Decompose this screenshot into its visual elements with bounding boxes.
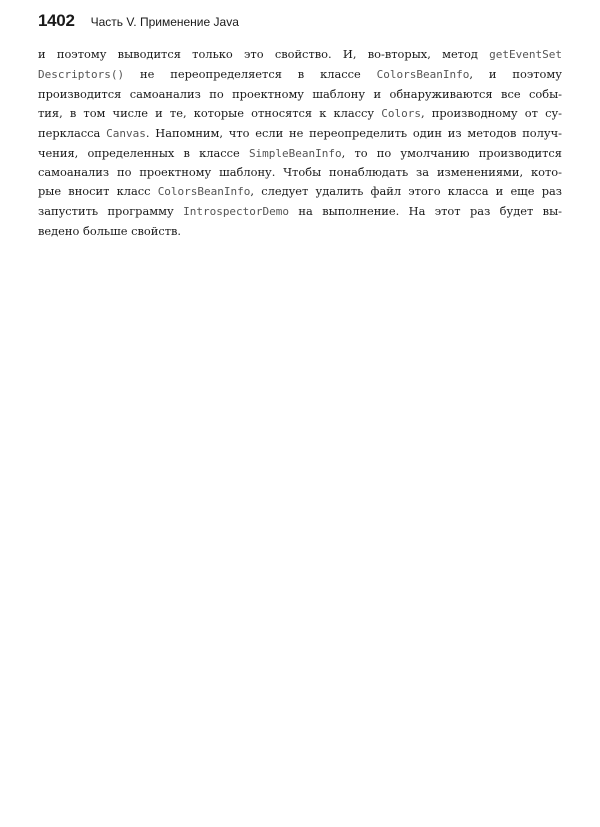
text-line <box>38 163 562 182</box>
text-run: , следует удалить файл этого класса и еще раз <box>250 184 562 199</box>
inline-code: ColorsBeanInfo <box>157 185 251 199</box>
text-line <box>38 144 562 164</box>
text-run: запустить программу <box>38 204 184 219</box>
inline-code: Descriptors() <box>38 67 125 81</box>
inline-code: SimpleBeanInfo <box>248 146 342 160</box>
inline-code: Canvas <box>106 126 146 140</box>
text-run: , и поэтому <box>469 66 562 81</box>
inline-code: Colors <box>381 106 422 120</box>
text-run: . Напомним, что если не переопределить один из методов получ- <box>145 125 562 140</box>
text-run: и поэтому выводится только это свойство. И, во-вторых, метод <box>38 47 490 61</box>
text-run: перкласса <box>38 125 107 140</box>
text-run: чения, определенных в классе <box>38 145 249 160</box>
running-head: Часть V. Применение Java <box>90 15 239 29</box>
body-paragraph <box>38 45 562 241</box>
text-run: ведено больше свойств. <box>38 224 182 239</box>
inline-code: IntrospectorDemo <box>183 205 290 219</box>
text-run: на выполнение. На этот раз будет вы- <box>289 204 562 219</box>
text-line <box>38 202 562 222</box>
text-line <box>38 104 562 124</box>
text-line <box>38 124 562 144</box>
page-number: 1402 <box>38 11 75 30</box>
page-header <box>38 11 239 31</box>
text-line <box>38 45 562 65</box>
text-run: самоанализ по проектному шаблону. Чтобы понаблюдать за изменениями, кото- <box>38 165 562 180</box>
text-run: рые вносит класс <box>38 184 158 199</box>
text-run: , производному от су- <box>421 105 562 120</box>
text-run: , то по умолчанию производится <box>341 145 562 160</box>
text-line <box>38 222 562 241</box>
text-run: не переопределяется в классе <box>124 66 377 81</box>
inline-code: getEventSet <box>489 48 562 61</box>
text-line <box>38 65 562 85</box>
text-line <box>38 85 562 104</box>
text-run: производится самоанализ по проектному шаблону и обнаруживаются все собы- <box>38 86 562 101</box>
text-run: тия, в том числе и те, которые относятся к классу <box>38 105 382 120</box>
text-line <box>38 182 562 202</box>
inline-code: ColorsBeanInfo <box>376 67 470 81</box>
